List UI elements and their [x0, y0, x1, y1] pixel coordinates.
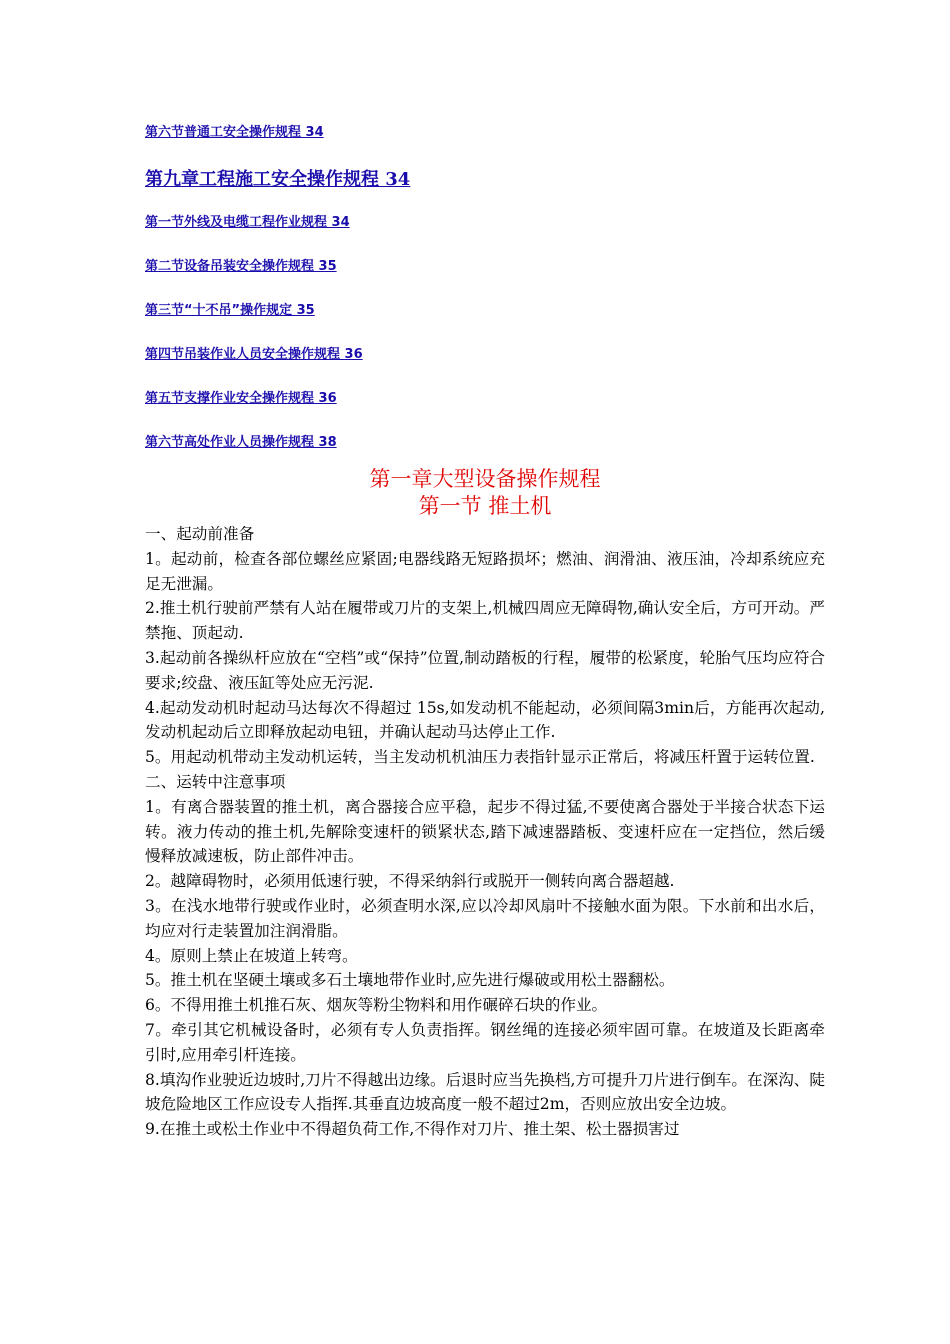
- subheading-operation-notes: 二、运转中注意事项: [145, 772, 286, 791]
- paragraph: 5。推土机在坚硬土壤或多石土壤地带作业时,应先进行爆破或用松土器翻松。: [145, 971, 675, 990]
- toc-link-section-1-cable-work[interactable]: 第一节外线及电缆工程作业规程 34: [145, 215, 350, 230]
- paragraph: 4。原则上禁止在坡道上转弯。: [145, 946, 358, 965]
- toc-link-section-2-equipment-hoisting[interactable]: 第二节设备吊装安全操作规程 35: [145, 259, 337, 274]
- paragraph: 1。有离合器装置的推土机，离合器接合应平稳，起步不得过猛,不要使离合器处于半接合状态下运转。液力传动的推土机,先解除变速杆的锁紧状态,踏下减速器踏板、变速杆应在一定挡位，然后缓慢释放减速板，防止部件冲击。: [145, 797, 825, 866]
- paragraph: 8.填沟作业驶近边坡时,刀片不得越出边缘。后退时应当先换档,方可提升刀片进行倒车。在深沟、陡坡危险地区工作应设专人指挥.其垂直边坡高度一般不超过2m，否则应放出安全边坡。: [145, 1070, 825, 1114]
- table-of-contents: [145, 124, 845, 452]
- paragraph: 3.起动前各操纵杆应放在“空档”或“保持”位置,制动踏板的行程，履带的松紧度，轮胎气压均应符合要求;绞盘、液压缸等处应无污泥.: [145, 648, 825, 692]
- toc-link-section-5-support-work[interactable]: 第五节支撑作业安全操作规程 36: [145, 391, 337, 406]
- paragraph: 7。牵引其它机械设备时，必须有专人负责指挥。钢丝绳的连接必须牢固可靠。在坡道及长距离牵引时,应用牵引杆连接。: [145, 1020, 825, 1064]
- toc-link-section-3-ten-no-lift[interactable]: 第三节“十不吊”操作规定 35: [145, 303, 315, 318]
- subheading-preparation: 一、起动前准备: [145, 525, 255, 543]
- toc-link-section-6-height-work[interactable]: 第六节高处作业人员操作规程 38: [145, 435, 337, 450]
- toc-link-chapter-9-construction[interactable]: 第九章工程施工安全操作规程 34: [145, 169, 411, 190]
- paragraph: 9.在推土或松土作业中不得超负荷工作,不得作对刀片、推土架、松土器损害过: [145, 1120, 680, 1139]
- section-title: 第一节 推土机: [418, 494, 552, 518]
- document-body: [145, 466, 825, 1142]
- toc-link-section-4-hoisting-personnel[interactable]: 第四节吊装作业人员安全操作规程 36: [145, 347, 363, 362]
- paragraph: 3。在浅水地带行驶或作业时，必须查明水深,应以冷却风扇叶不接触水面为限。下水前和出水后，均应对行走装置加注润滑脂。: [145, 896, 825, 940]
- paragraph: 4.起动发动机时起动马达每次不得超过 15s,如发动机不能起动，必须间隔3min后，方能再次起动,发动机起动后立即释放起动电钮，并确认起动马达停止工作.: [145, 698, 825, 742]
- paragraph: 6。不得用推土机推石灰、烟灰等粉尘物料和用作碾碎石块的作业。: [145, 996, 608, 1015]
- paragraph: 5。用起动机带动主发动机运转，当主发动机机油压力表指针显示正常后，将减压杆置于运转位置.: [145, 748, 815, 767]
- paragraph: 1。起动前，检查各部位螺丝应紧固;电器线路无短路损坏；燃油、润滑油、液压油，冷却系统应充足无泄漏。: [145, 549, 825, 593]
- chapter-title: 第一章大型设备操作规程: [369, 467, 601, 491]
- paragraph: 2.推土机行驶前严禁有人站在履带或刀片的支架上,机械四周应无障碍物,确认安全后，方可开动。严禁拖、顶起动.: [145, 599, 825, 643]
- paragraph: 2。越障碍物时，必须用低速行驶，不得采纳斜行或脱开一侧转向离合器超越.: [145, 872, 675, 891]
- toc-link-section-6-general-worker[interactable]: 第六节普通工安全操作规程 34: [145, 125, 324, 140]
